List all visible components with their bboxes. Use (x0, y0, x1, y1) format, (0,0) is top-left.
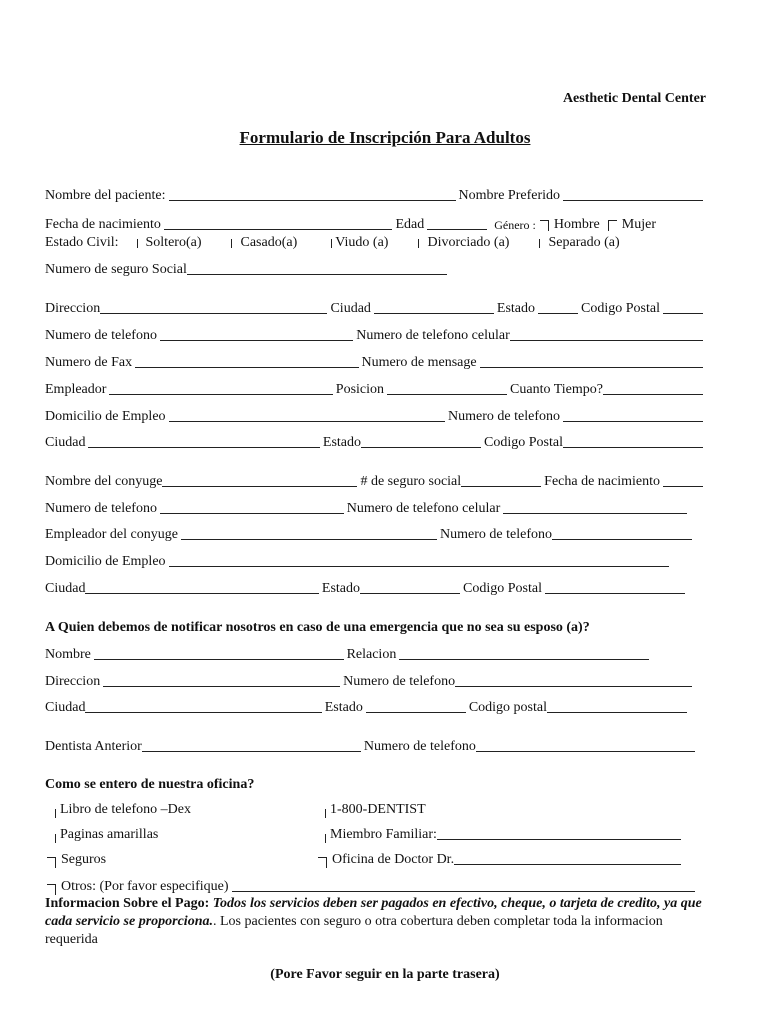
field-emergency-zip[interactable] (547, 711, 687, 713)
label-preferred-name: Nombre Preferido (458, 188, 560, 203)
label-work-zip: Codigo Postal (484, 435, 563, 450)
payment-info: Informacion Sobre el Pago: Todos los servicios deben ser pagados en efectivo, cheque, o tarjeta de credito, ya que cada servicio se proporciona.. Los pacientes con seguro o otra cobertura deben completar toda la informacion requerida (45, 896, 702, 947)
field-birthdate[interactable] (164, 228, 393, 230)
field-doctor-office[interactable] (454, 863, 681, 865)
checkbox-icon (331, 239, 332, 248)
field-emergency-state[interactable] (366, 711, 466, 713)
checkbox-icon (325, 809, 326, 818)
field-spouse-work-address[interactable] (169, 565, 669, 567)
checkbox-icon (325, 834, 326, 843)
field-ssn[interactable] (187, 273, 447, 275)
checkbox-icon (608, 220, 617, 231)
payment-rest: . Los pacientes con seguro o otra cobertura deben completar toda la informacion requerida (45, 914, 663, 947)
label-spouse-phone: Numero de telefono (45, 501, 157, 516)
row-phones (45, 326, 706, 344)
continue-note: (Pore Favor seguir en la parte trasera) (270, 967, 500, 982)
checkbox-icon (539, 239, 540, 248)
field-message-number[interactable] (480, 366, 703, 368)
row-fax (45, 353, 706, 371)
field-previous-dentist-phone[interactable] (476, 750, 695, 752)
field-spouse-employer[interactable] (181, 538, 437, 540)
label-emergency-phone: Numero de telefono (343, 674, 456, 689)
field-how-long[interactable] (603, 393, 703, 395)
row-ssn (45, 260, 450, 278)
row-previous-dentist (45, 737, 698, 755)
checkbox-icon (55, 809, 56, 818)
label-work-address: Domicilio de Empleo (45, 409, 166, 424)
field-phone[interactable] (160, 339, 353, 341)
option-insurance[interactable]: Seguros (45, 850, 305, 868)
option-family-member[interactable]: Miembro Familiar: (325, 825, 684, 843)
label-spouse-state: Estado (321, 581, 361, 596)
label-spouse-zip: Codigo Postal (463, 581, 542, 596)
row-spouse-employer (45, 525, 695, 543)
payment-italic: Todos los servicios deben ser pagados en efectivo, cheque, o tarjeta de credito, ya que cada servicio se proporciona. (45, 896, 702, 929)
label-spouse-city: Ciudad (45, 581, 86, 596)
row-spouse-work-address (45, 552, 672, 570)
option-dentist-line[interactable]: 1-800-DENTIST (325, 800, 706, 818)
row-spouse-phone (45, 499, 690, 517)
label-spouse-employer: Empleador del conyuge (45, 527, 178, 542)
label-gender: Género : (494, 218, 536, 232)
row-patient-name (45, 186, 706, 204)
label-previous-dentist-phone: Numero de telefono (363, 739, 476, 754)
label-address: Direccion (45, 301, 101, 316)
label-marital-status: Estado Civil: (45, 235, 119, 250)
field-employer[interactable] (109, 393, 332, 395)
field-work-zip[interactable] (563, 446, 703, 448)
checkbox-icon (418, 239, 419, 248)
option-widowed[interactable]: Viudo (a) (331, 235, 388, 251)
row-emergency-city (45, 698, 690, 716)
row-birth (45, 215, 706, 233)
form-title: Formulario de Inscripción Para Adultos (239, 128, 531, 147)
field-spouse-state[interactable] (360, 592, 460, 594)
field-work-phone[interactable] (563, 420, 703, 422)
row-spouse-city (45, 579, 688, 597)
field-spouse-city[interactable] (85, 592, 318, 594)
checkbox-icon (137, 239, 138, 248)
label-position: Posicion (335, 382, 385, 397)
field-other[interactable] (232, 890, 695, 892)
label-state: Estado (496, 301, 536, 316)
checkbox-icon (540, 220, 549, 231)
row-marital (45, 233, 706, 251)
field-spouse-zip[interactable] (545, 592, 685, 594)
field-spouse-name[interactable] (162, 485, 357, 487)
option-other[interactable]: Otros: (Por favor especifique) (45, 877, 698, 895)
field-emergency-phone[interactable] (455, 685, 692, 687)
field-spouse-ssn[interactable] (461, 485, 541, 487)
label-fax: Numero de Fax (45, 355, 133, 370)
field-relationship[interactable] (399, 658, 649, 660)
row-employer (45, 380, 706, 398)
row-work-city (45, 433, 706, 451)
field-spouse-birthdate[interactable] (663, 485, 703, 487)
field-fax[interactable] (135, 366, 358, 368)
option-phone-book[interactable]: Libro de telefono –Dex (45, 800, 305, 818)
option-male[interactable]: Hombre (540, 217, 600, 233)
label-spouse-work-phone: Numero de telefono (440, 527, 552, 542)
field-cell[interactable] (510, 339, 703, 341)
field-zip[interactable] (663, 312, 703, 314)
field-spouse-phone[interactable] (160, 512, 344, 514)
field-previous-dentist[interactable] (142, 750, 361, 752)
field-city[interactable] (374, 312, 494, 314)
option-single[interactable]: Soltero(a) (137, 235, 202, 251)
label-phone: Numero de telefono (45, 328, 157, 343)
label-city: Ciudad (330, 301, 371, 316)
label-age: Edad (395, 217, 425, 232)
label-work-phone: Numero de telefono (448, 409, 560, 424)
field-patient-name[interactable] (169, 199, 456, 201)
label-emergency-state: Estado (324, 700, 363, 715)
option-female[interactable]: Mujer (608, 217, 656, 233)
row-address (45, 299, 706, 317)
field-family-member[interactable] (437, 838, 681, 840)
label-previous-dentist: Dentista Anterior (45, 739, 142, 754)
field-position[interactable] (387, 393, 507, 395)
label-emergency-city: Ciudad (45, 700, 86, 715)
checkbox-icon (231, 239, 232, 248)
label-work-state: Estado (322, 435, 362, 450)
checkbox-icon (47, 884, 56, 895)
label-emergency-address: Direccion (45, 674, 101, 689)
field-work-state[interactable] (361, 446, 481, 448)
label-zip: Codigo Postal (581, 301, 660, 316)
label-spouse-work-address: Domicilio de Empleo (45, 554, 166, 569)
label-spouse-name: Nombre del conyuge (45, 474, 163, 489)
label-ssn: Numero de seguro Social (45, 262, 187, 277)
field-work-address[interactable] (169, 420, 446, 422)
checkbox-icon (47, 857, 56, 868)
field-spouse-work-phone[interactable] (552, 538, 692, 540)
checkbox-icon (318, 857, 327, 868)
label-emergency-name: Nombre (45, 647, 91, 662)
label-cell: Numero de telefono celular (356, 328, 510, 343)
row-spouse-name (45, 472, 706, 490)
option-doctor-office[interactable]: Oficina de Doctor Dr. (318, 850, 684, 868)
option-divorced[interactable]: Divorciado (a) (418, 235, 509, 251)
label-employer: Empleador (45, 382, 107, 397)
checkbox-icon (55, 834, 56, 843)
row-emergency-name (45, 645, 652, 663)
label-spouse-birthdate: Fecha de nacimiento (544, 474, 660, 489)
field-age[interactable] (427, 228, 487, 230)
label-relationship: Relacion (346, 647, 397, 662)
field-spouse-cell[interactable] (503, 512, 687, 514)
field-work-city[interactable] (88, 446, 319, 448)
row-work-address (45, 407, 706, 425)
label-work-city: Ciudad (45, 435, 86, 450)
referral-heading: Como se entero de nuestra oficina? (45, 777, 255, 792)
label-birthdate: Fecha de nacimiento (45, 217, 161, 232)
label-emergency-zip: Codigo postal (468, 700, 547, 715)
label-message-number: Numero de mensage (361, 355, 477, 370)
field-emergency-address[interactable] (103, 685, 340, 687)
field-emergency-city[interactable] (85, 711, 321, 713)
label-spouse-ssn: # de seguro social (360, 474, 462, 489)
payment-label: Informacion Sobre el Pago (45, 896, 205, 911)
row-emergency-address (45, 672, 695, 690)
field-state[interactable] (538, 312, 578, 314)
label-spouse-cell: Numero de telefono celular (346, 501, 501, 516)
label-how-long: Cuanto Tiempo? (510, 382, 603, 397)
emergency-heading: A Quien debemos de notificar nosotros en caso de una emergencia que no sea su esposo (a)? (45, 620, 590, 635)
field-preferred-name[interactable] (563, 199, 703, 201)
field-emergency-name[interactable] (94, 658, 344, 660)
option-separated[interactable]: Separado (a) (539, 235, 619, 251)
option-married[interactable]: Casado(a) (231, 235, 297, 251)
option-yellow-pages[interactable]: Paginas amarillas (45, 825, 305, 843)
label-patient-name: Nombre del paciente: (45, 188, 166, 203)
clinic-name: Aesthetic Dental Center (562, 91, 706, 106)
field-address[interactable] (100, 312, 327, 314)
